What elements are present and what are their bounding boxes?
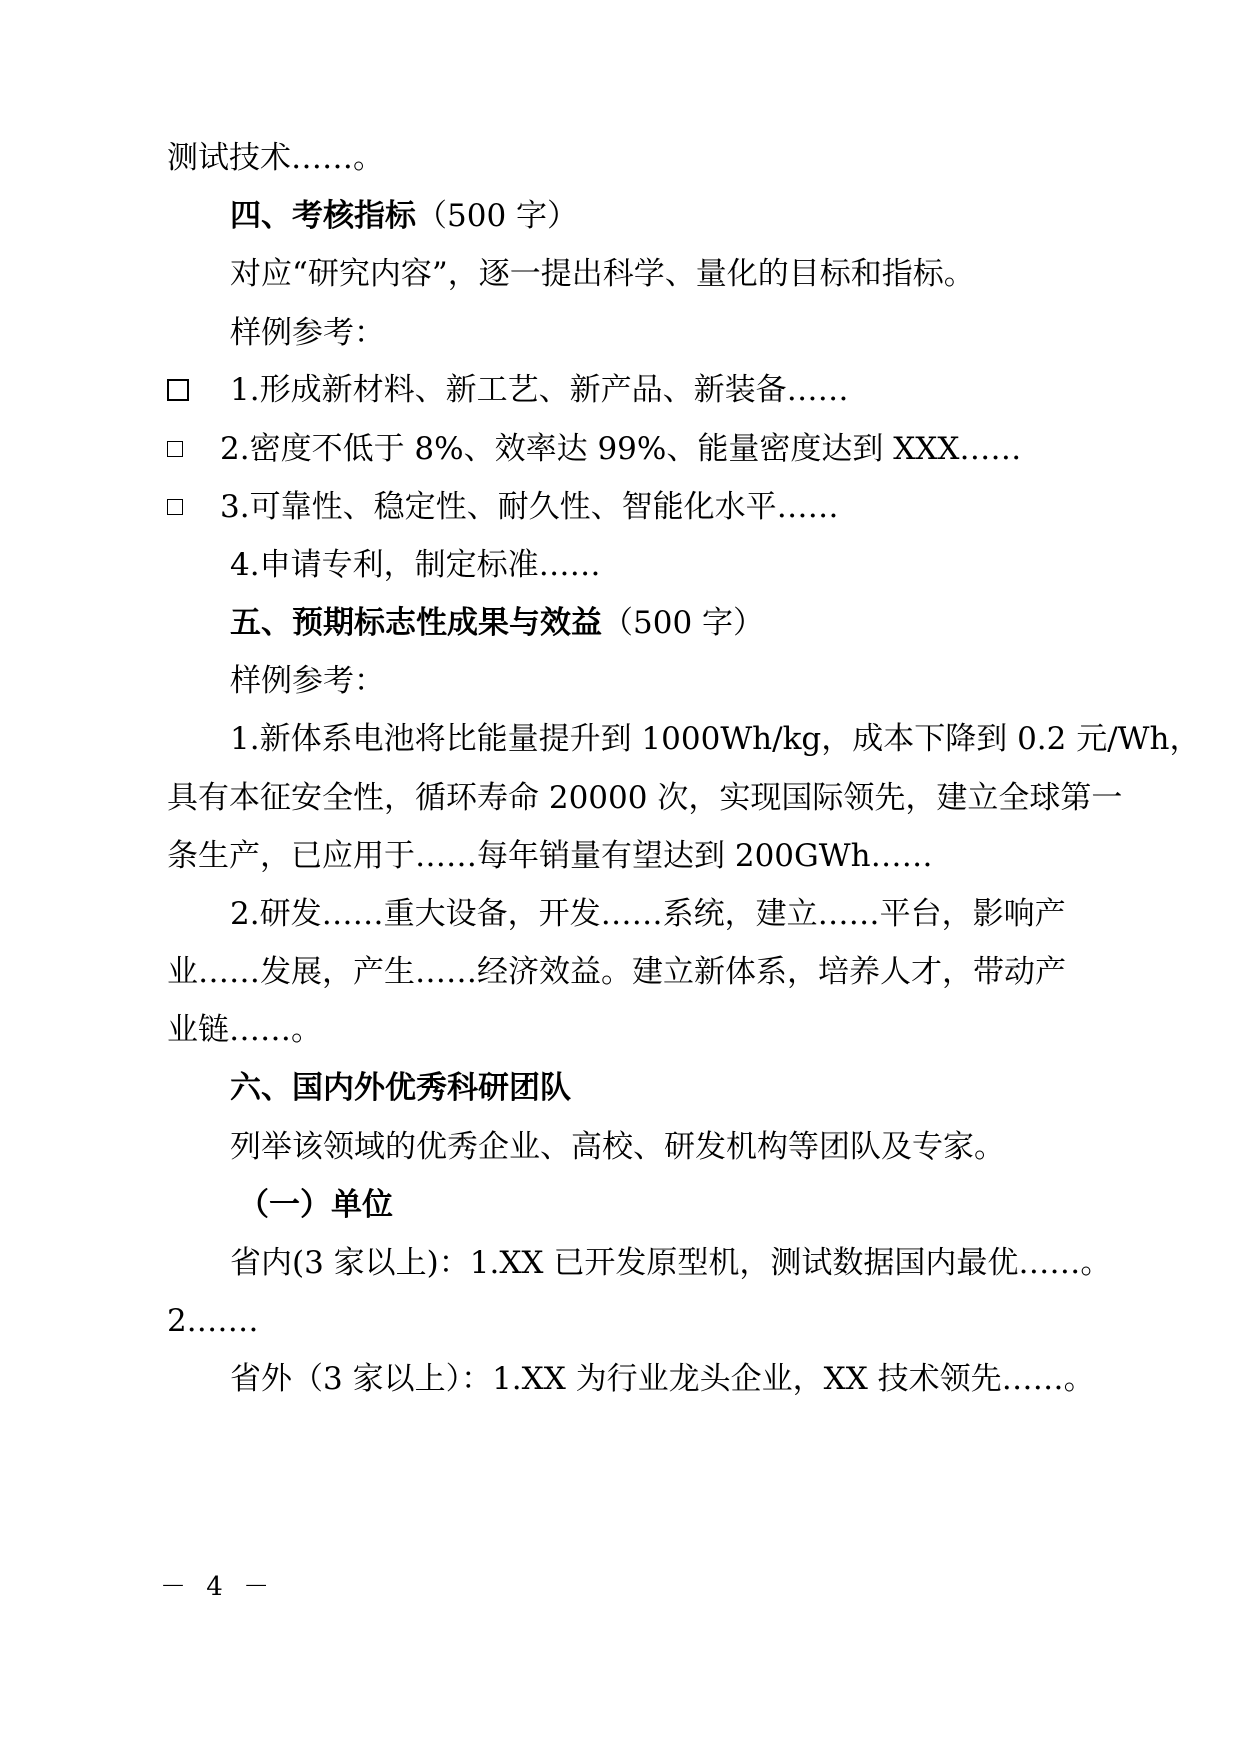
- checklist-item: 2.密度不低于 8%、效率达 99%、能量密度达到 XXX……: [220, 431, 1022, 467]
- body-line: 条生产，已应用于……每年销量有望达到 200GWh……: [167, 838, 933, 874]
- section-heading-6: 六、国内外优秀科研团队: [230, 1070, 571, 1106]
- section-heading-4: [230, 196, 578, 236]
- body-line: 业……发展，产生……经济效益。建立新体系，培养人才，带动产: [167, 954, 1066, 990]
- body-line: 对应“研究内容”，逐一提出科学、量化的目标和指标。: [230, 256, 975, 292]
- heading-suffix: （500 字）: [416, 198, 579, 234]
- body-line: 具有本征安全性，循环寿命 20000 次，实现国际领先，建立全球第一: [167, 780, 1123, 816]
- checklist-item: 3.可靠性、稳定性、耐久性、智能化水平……: [220, 489, 839, 525]
- body-line: 4.申请专利，制定标准……: [230, 547, 601, 583]
- heading-text: 四、考核指标: [230, 198, 416, 234]
- subsection-heading: （一）单位: [238, 1187, 393, 1223]
- body-line: 省外（3 家以上）：1.XX 为行业龙头企业，XX 技术领先……。: [230, 1361, 1095, 1397]
- checkbox-icon[interactable]: [167, 441, 183, 457]
- heading-text: 五、预期标志性成果与效益: [230, 605, 602, 641]
- body-line: 列举该领域的优秀企业、高校、研发机构等团队及专家。: [230, 1129, 1005, 1165]
- body-line: 2.……: [167, 1303, 259, 1339]
- checkbox-icon[interactable]: [167, 499, 183, 515]
- body-line: 1.新体系电池将比能量提升到 1000Wh/kg，成本下降到 0.2 元/Wh，: [230, 721, 1201, 757]
- body-line: 测试技术……。: [167, 140, 384, 176]
- body-line: 业链……。: [167, 1012, 322, 1048]
- body-line: 样例参考：: [230, 663, 385, 699]
- section-heading-5: [230, 603, 764, 643]
- body-line: 省内(3 家以上)：1.XX 已开发原型机，测试数据国内最优……。: [230, 1245, 1112, 1281]
- checklist-item: 1.形成新材料、新工艺、新产品、新装备……: [230, 372, 849, 408]
- body-line: 2.研发……重大设备，开发……系统，建立……平台，影响产: [230, 896, 1066, 932]
- heading-suffix: （500 字）: [602, 605, 765, 641]
- checkbox-icon[interactable]: [167, 379, 189, 401]
- body-line: 样例参考：: [230, 315, 385, 351]
- page-number: － 4 －: [160, 1572, 276, 1602]
